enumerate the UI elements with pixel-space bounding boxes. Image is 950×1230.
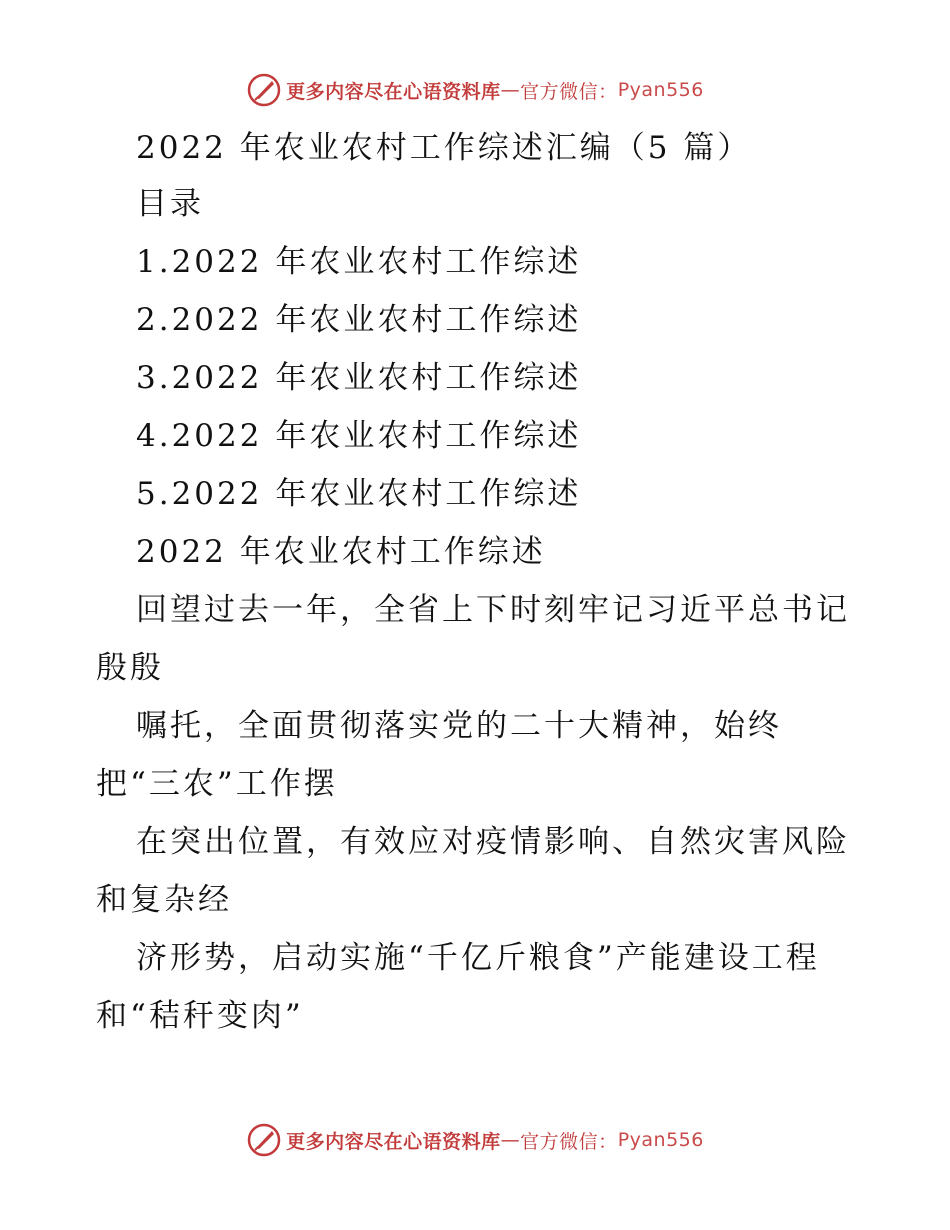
toc-heading: 目录 — [136, 186, 204, 222]
toc-item: 3.2022 年农业农村工作综述 — [136, 360, 582, 396]
body-line: 在突出位置，有效应对疫情影响、自然灾害风险 — [136, 824, 850, 860]
header-watermark — [0, 70, 950, 110]
toc-item: 4.2022 年农业农村工作综述 — [136, 418, 582, 454]
body-line: 回望过去一年，全省上下时刻牢记习近平总书记 — [136, 592, 850, 628]
watermark-label: 官方微信： — [520, 1130, 618, 1153]
quill-seal-icon — [246, 72, 282, 108]
watermark-main-text: 更多内容尽在心语资料库 — [286, 1130, 501, 1153]
body-line: 嘱托，全面贯彻落实党的二十大精神，始终 — [136, 708, 782, 744]
toc-item: 5.2022 年农业农村工作综述 — [136, 476, 582, 512]
watermark-separator: — — [500, 79, 521, 101]
watermark-separator: — — [500, 1129, 521, 1151]
body-line: 把“三农”工作摆 — [96, 766, 338, 802]
body-line: 和复杂经 — [96, 882, 232, 918]
quill-seal-icon — [246, 1122, 282, 1158]
section-title: 2022 年农业农村工作综述 — [136, 534, 546, 570]
document-title: 2022 年农业农村工作综述汇编（5 篇） — [136, 130, 752, 166]
watermark-label: 官方微信： — [520, 80, 618, 103]
watermark-wechat-id: Pyan556 — [617, 1129, 704, 1151]
body-line: 殷殷 — [96, 650, 164, 686]
toc-item: 2.2022 年农业农村工作综述 — [136, 302, 582, 338]
footer-watermark — [0, 1120, 950, 1160]
watermark-main-text: 更多内容尽在心语资料库 — [286, 80, 501, 103]
watermark-wechat-id: Pyan556 — [617, 79, 704, 101]
body-line: 和“秸秆变肉” — [96, 998, 304, 1034]
toc-item: 1.2022 年农业农村工作综述 — [136, 244, 582, 280]
body-line: 济形势，启动实施“千亿斤粮食”产能建设工程 — [136, 940, 820, 976]
